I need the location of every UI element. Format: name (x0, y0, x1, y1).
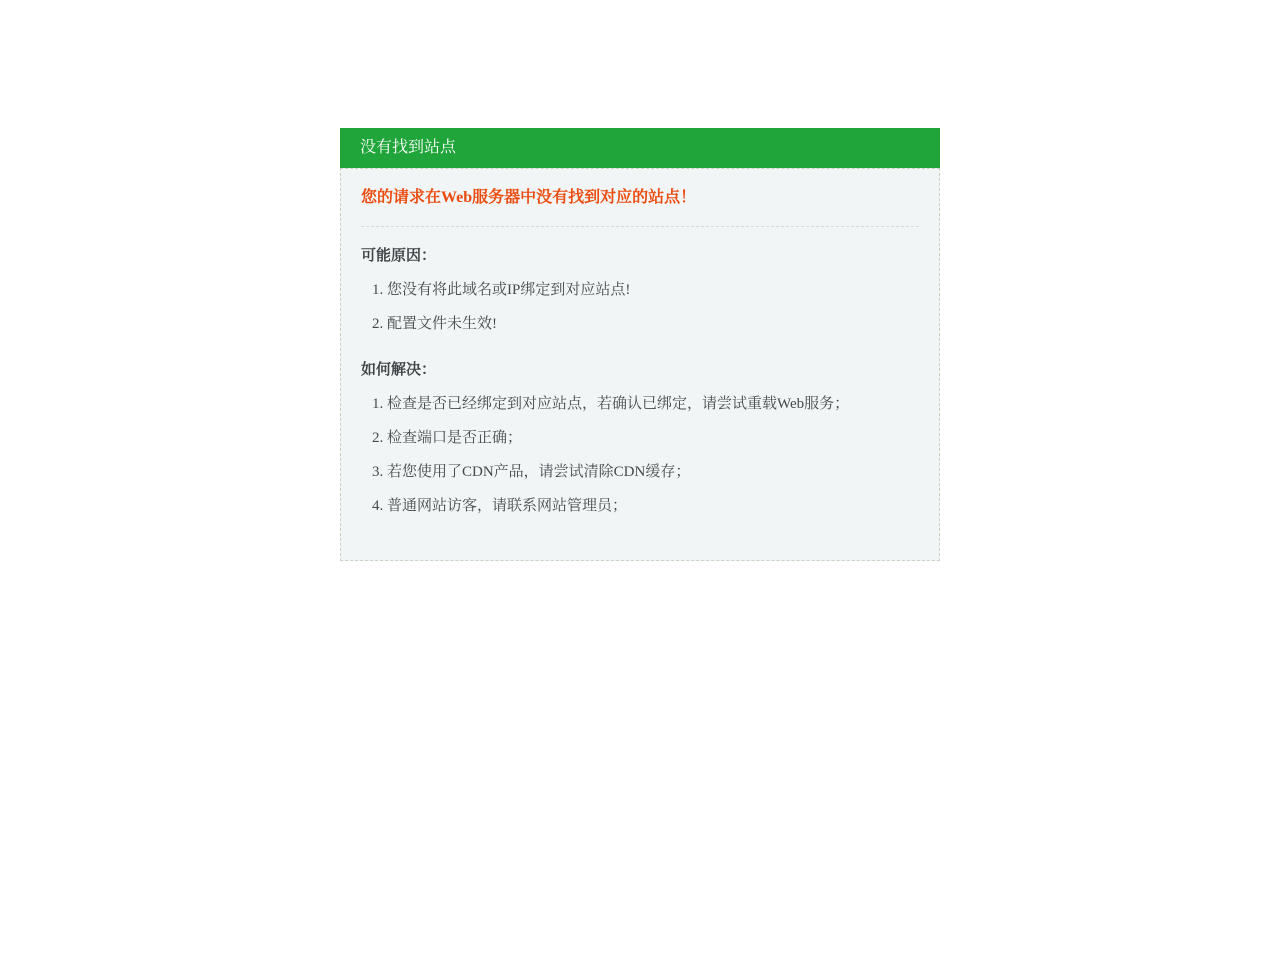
list-item: 2. 检查端口是否正确； (387, 428, 919, 448)
list-item: 3. 若您使用了CDN产品，请尝试清除CDN缓存； (387, 462, 919, 482)
list-item: 1. 检查是否已经绑定到对应站点，若确认已绑定，请尝试重载Web服务； (387, 394, 919, 414)
how-to-solve-list (361, 394, 919, 516)
how-to-solve-heading: 如何解决： (361, 362, 437, 378)
possible-causes-heading: 可能原因： (361, 248, 437, 264)
error-card-header (340, 128, 940, 168)
error-card (340, 0, 940, 561)
error-message: 您的请求在Web服务器中没有找到对应的站点！ (361, 189, 697, 206)
page-title: 没有找到站点 (360, 139, 457, 156)
possible-causes-list (361, 280, 919, 334)
error-card-body (340, 168, 940, 561)
list-item: 1. 您没有将此域名或IP绑定到对应站点! (387, 280, 919, 300)
dashed-divider (361, 226, 919, 227)
list-item: 2. 配置文件未生效! (387, 314, 919, 334)
list-item: 4. 普通网站访客，请联系网站管理员； (387, 496, 919, 516)
